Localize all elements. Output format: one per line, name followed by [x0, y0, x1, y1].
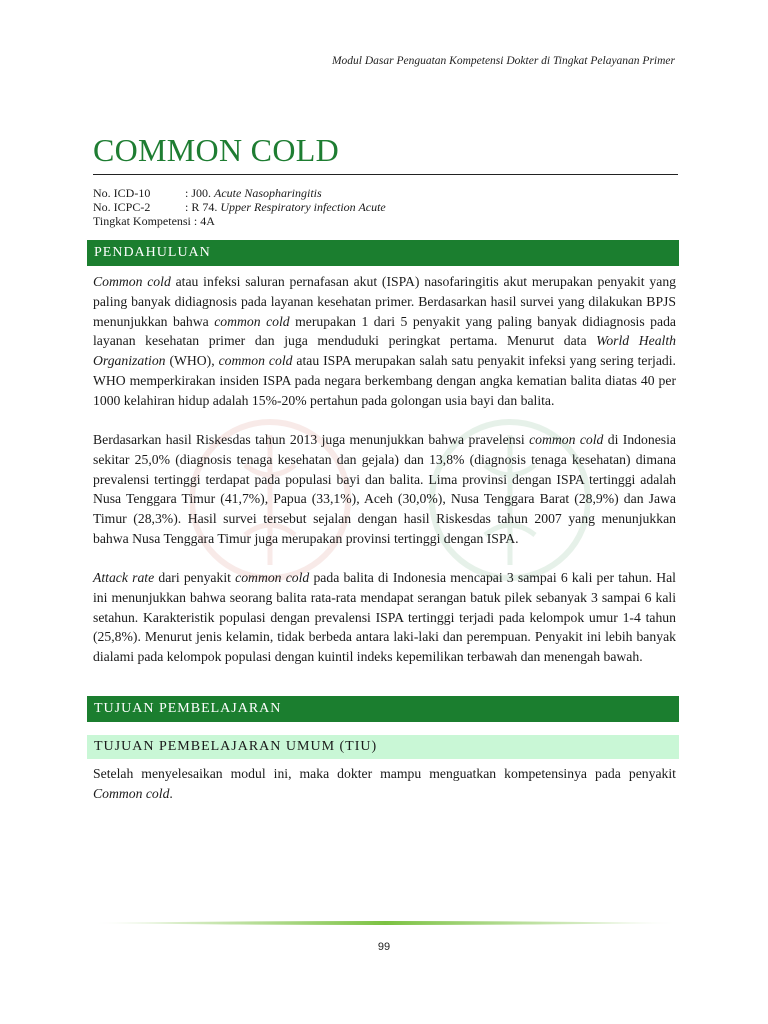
- text-run: merupakan 1 dari 5 penyakit yang paling banyak didiagnosis pada layanan kesehatan primer dan juga menduduki peringkat pertama. Menurut data: [93, 313, 676, 349]
- competency-row: Tingkat Kompetensi : 4A: [93, 214, 215, 228]
- text-run: atau infeksi saluran pernafasan akut (ISPA) nasofaringitis akut merupakan penyakit yang paling banyak didiagnosis pada layanan kesehatan primer. Berdasarkan hasil survei yang dilakukan BPJS menunjukkan bahwa: [93, 274, 677, 329]
- icd-prefix: : J00.: [185, 186, 215, 200]
- footer-decorative-line: [93, 920, 678, 926]
- section-tiu: TUJUAN PEMBELAJARAN UMUM (TIU): [87, 735, 679, 759]
- page-number: 99: [377, 941, 391, 953]
- icd-label: No. ICD-10: [93, 186, 151, 200]
- italic-term: Common cold: [93, 274, 171, 289]
- icpc-row: [93, 200, 386, 214]
- italic-term: common cold: [529, 432, 604, 447]
- italic-term: Common cold: [93, 785, 170, 801]
- section-tujuan: TUJUAN PEMBELAJARAN: [87, 696, 679, 722]
- italic-term: Attack rate: [93, 570, 155, 585]
- text-run: di Indonesia sekitar 25,0% (diagnosis tenaga kesehatan dan gejala) dan 13,8% (diagnosis tenaga kesehatan) dimana prevalensi tertinggi terdapat pada populasi bayi dan balita. Lima provinsi dengan ISPA tertinggi adalah Nusa Tenggara Timur (41,7%), Papua (33,1%), Aceh (30,0%), Nusa Tenggara Barat (28,9%) dan Jawa Timur (28,3%). Hasil survei tersebut sejalan dengan hasil Riskesdas tahun 2007 yang menunjukkan bahwa Nusa Tenggara Timur juga merupakan provinsi tertinggi dengan ISPA.: [93, 432, 676, 546]
- text-run: dari penyakit: [154, 570, 236, 585]
- paragraph-tiu: [93, 764, 676, 804]
- italic-term: common cold: [218, 353, 293, 369]
- text-run: (WHO),: [165, 353, 219, 369]
- icpc-label: No. ICPC-2: [93, 200, 151, 214]
- italic-term: World Health Organization: [93, 333, 676, 369]
- text-run: Setelah menyelesaikan modul ini, maka dokter mampu menguatkan kompetensinya pada penyakit: [93, 766, 676, 781]
- paragraph-intro: [93, 272, 676, 411]
- italic-term: common cold: [214, 313, 290, 329]
- title-rule: [93, 174, 678, 175]
- italic-term: common cold: [235, 570, 310, 585]
- text-run: Berdasarkan hasil Riskesdas tahun 2013 juga menunjukkan bahwa pravelensi: [93, 432, 530, 447]
- icpc-prefix: : R 74.: [185, 200, 221, 214]
- text-run: atau ISPA merupakan salah satu penyakit infeksi yang sering terjadi. WHO memperkirakan insiden ISPA pada negara berkembang dengan angka kematian balita diatas 40 per 1000 kelahiran hidup adalah 15%-20% pertahun pada golongan usia bayi dan balita.: [93, 353, 676, 408]
- text-run: pada balita di Indonesia mencapai 3 sampai 6 kali per tahun. Hal ini menunjukkan bahwa seorang balita rata-rata mendapat serangan batuk pilek sebanyak 3 sampai 6 kali setahun. Karakteristik populasi dengan prevalensi ISPA tertinggi terjadi pada kelompok umur 1-4 tahun (25,8%). Menurut jenis kelamin, tidak berbeda antara laki-laki dan perempuan. Penyakit ini lebih banyak dialami pada kelompok populasi dengan kuintil indeks kepemilikan terbawah dan menengah bawah.: [93, 570, 676, 665]
- icpc-value: Upper Respiratory infection Acute: [220, 200, 386, 214]
- meta-block: [93, 186, 386, 228]
- icd-row: [93, 186, 386, 200]
- page-title: COMMON COLD: [93, 132, 339, 168]
- icd-value: Acute Nasopharingitis: [214, 186, 322, 200]
- paragraph-riskesdas: [93, 430, 676, 549]
- paragraph-attack-rate: [93, 568, 676, 667]
- running-header: Modul Dasar Penguatan Kompetensi Dokter di Tingkat Pelayanan Primer: [331, 55, 675, 67]
- section-pendahuluan: PENDAHULUAN: [87, 240, 679, 266]
- text-run: .: [169, 785, 173, 801]
